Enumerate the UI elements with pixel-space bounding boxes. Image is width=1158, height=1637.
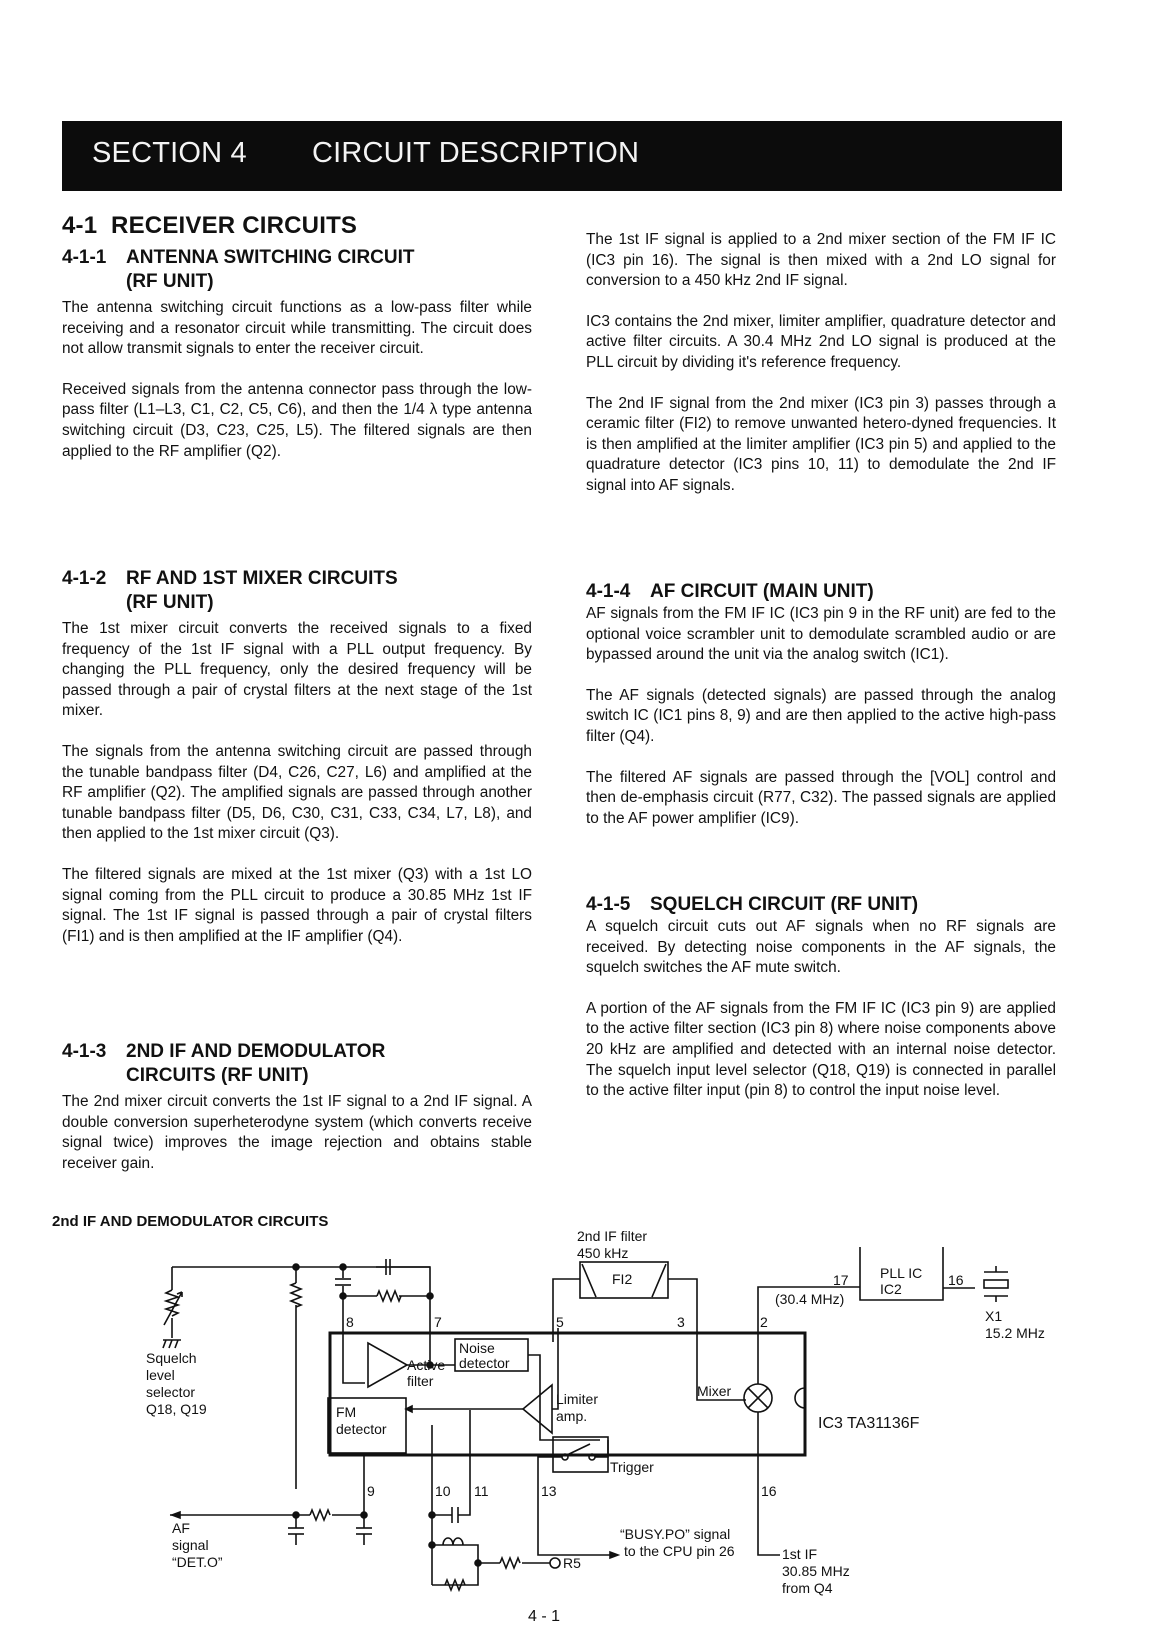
- af-signal-label-2: signal: [172, 1537, 209, 1553]
- active-filter-label: Active: [407, 1357, 446, 1373]
- paragraph: The signals from the antenna switching circuit are passed through the tunable bandpass filter (D4, C26, C27, L6) and amplified at the RF amplifier (Q2). The amplified signals are passed through another tunable bandpass filter (D5, D6, C30, C31, C33, C34, L7, L8), and then applied to the 1st mixer circuit (Q3).: [62, 742, 532, 843]
- subsection-title: RF AND 1ST MIXER CIRCUITS: [126, 568, 398, 589]
- paragraph: A portion of the AF signals from the FM IF IC (IC3 pin 9) are applied to the active filter section (IC3 pin 8) where noise components above 20 kHz are amplified and detected with an internal noise detector. The squelch input level selector (Q18, Q19) is connected in parallel to the active filter input (pin 8) to control the input noise level.: [586, 999, 1056, 1100]
- arrow-icon: [610, 1552, 618, 1558]
- pll-label: PLL IC: [880, 1265, 923, 1281]
- section-label: SECTION 4: [92, 137, 247, 169]
- capacitor-vertical-icon: [335, 1279, 351, 1285]
- subsection-title: SQUELCH CIRCUIT (RF UNIT): [650, 894, 919, 915]
- pin-5-label: 5: [556, 1314, 564, 1330]
- junction-dot: [427, 1293, 433, 1299]
- squelch-label: Squelch: [146, 1350, 197, 1366]
- r5-label: R5: [563, 1555, 581, 1571]
- wire-pin3: [668, 1279, 746, 1400]
- resistor-mid-icon: [291, 1283, 301, 1307]
- junction-dot: [429, 1512, 435, 1518]
- subsection-title-line2: (RF UNIT): [126, 271, 214, 292]
- junction-dot: [475, 1560, 481, 1566]
- mixer-label: Mixer: [697, 1383, 732, 1399]
- ground-icon: [163, 1340, 181, 1348]
- arrow-icon: [406, 1406, 412, 1412]
- junction-dot: [429, 1542, 435, 1548]
- subsection-number: 4-1-3: [62, 1041, 107, 1062]
- mixer-cross-icon: [748, 1388, 768, 1408]
- capacitor-gnd-1-icon: [288, 1528, 304, 1534]
- heading-number: 4-1: [62, 212, 98, 239]
- pin-11-label: 11: [474, 1483, 489, 1499]
- subsection-number: 4-1-2: [62, 568, 107, 589]
- terminal-r5: [550, 1558, 560, 1568]
- subsection-title: AF CIRCUIT (MAIN UNIT): [650, 581, 874, 602]
- page-number: 4 - 1: [528, 1608, 561, 1625]
- paragraph: Received signals from the antenna connector pass through the low-pass filter (L1–L3, C1, C2, C5, C6), and then the 1/4 λ type antenna switching circuit (D3, C23, C25, L5). The filtered signals are then applied to the RF amplifier (Q2).: [62, 380, 532, 460]
- limiter-label: Limiter: [556, 1391, 599, 1407]
- fm-detector-label-2: detector: [336, 1421, 387, 1437]
- first-if-label-3: from Q4: [782, 1580, 833, 1596]
- busy-signal-label-2: to the CPU pin 26: [624, 1543, 735, 1559]
- subsection-number: 4-1-4: [586, 581, 631, 602]
- pin-8-label: 8: [346, 1314, 354, 1330]
- subsection-title: ANTENNA SWITCHING CIRCUIT: [126, 247, 415, 268]
- resistor-r5-icon: [500, 1558, 520, 1568]
- squelch-label-4: Q18, Q19: [146, 1401, 207, 1417]
- active-filter-amp-icon: [368, 1343, 407, 1387]
- limiter-amp-icon: [523, 1385, 552, 1433]
- pin-10-label: 10: [435, 1483, 451, 1499]
- noise-label-2: detector: [459, 1355, 510, 1371]
- filter-freq-label: 450 kHz: [577, 1245, 629, 1261]
- filter-name-label: FI2: [612, 1271, 633, 1287]
- pin-7-label: 7: [434, 1314, 442, 1330]
- first-if-label-2: 30.85 MHz: [782, 1563, 850, 1579]
- af-signal-label: AF: [172, 1520, 190, 1536]
- paragraph: The 1st IF signal is applied to a 2nd mixer section of the FM IF IC (IC3 pin 16). The signal is then mixed with a 2nd LO signal for conversion to a 450 kHz 2nd IF signal.: [586, 231, 1056, 290]
- junction-dot: [340, 1293, 346, 1299]
- subsection-title-line2: CIRCUITS (RF UNIT): [126, 1065, 309, 1086]
- pin-16-label: 16: [761, 1483, 777, 1499]
- subsection-title: 2ND IF AND DEMODULATOR: [126, 1041, 386, 1062]
- crystal-freq-label: 15.2 MHz: [985, 1325, 1045, 1341]
- capacitor-quad-icon: [452, 1507, 458, 1523]
- subsection-number: 4-1-1: [62, 247, 107, 268]
- filter-title-label: 2nd IF filter: [577, 1228, 648, 1244]
- paragraph: AF signals from the FM IF IC (IC3 pin 9 in the RF unit) are fed to the optional voice scrambler unit to demodulate scrambled audio or are bypassed around the unit via the analog switch (IC1).: [586, 605, 1056, 664]
- crystal-name-label: X1: [985, 1308, 1003, 1324]
- wire-quad-tank: [432, 1545, 550, 1585]
- squelch-label-3: selector: [146, 1384, 196, 1400]
- noise-label: Noise: [459, 1340, 495, 1356]
- heading-title: RECEIVER CIRCUITS: [111, 212, 358, 239]
- fm-detector-label: FM: [336, 1404, 357, 1420]
- paragraph: The filtered AF signals are passed through the [VOL] control and then de-emphasis circuit (R77, C32). The passed signals are applied to the AF power amplifier (IC9).: [586, 768, 1056, 827]
- pin-13-label: 13: [541, 1483, 557, 1499]
- squelch-label-2: level: [146, 1367, 175, 1383]
- ic3-label: IC3 TA31136F: [818, 1415, 920, 1432]
- arrow-icon: [172, 1512, 180, 1518]
- paragraph: The 1st mixer circuit converts the received signals to a fixed frequency of the 1st IF signal with a PLL output frequency. By changing the PLL frequency, only the desired frequency will be passed through a pair of crystal filters at the next stage of the 1st mixer.: [62, 620, 532, 720]
- trigger-label: Trigger: [610, 1459, 654, 1475]
- subsection-number: 4-1-5: [586, 894, 631, 915]
- paragraph: The AF signals (detected signals) are passed through the analog switch IC (IC1 pins 8, 9) and are then applied to the active high-pass filter (Q4).: [586, 686, 1056, 745]
- subsection-title-line2: (RF UNIT): [126, 592, 214, 613]
- paragraph: The antenna switching circuit functions as a low-pass filter while receiving and a resonator circuit while transmitting. The circuit does not allow transmit signals to enter the receiver circuit.: [62, 299, 532, 358]
- af-signal-label-3: “DET.O”: [172, 1554, 223, 1570]
- busy-signal-label: “BUSY.PO” signal: [620, 1526, 731, 1542]
- pin-9-label: 9: [367, 1483, 375, 1499]
- inductor-quad-icon: [443, 1538, 463, 1545]
- paragraph: The filtered signals are mixed at the 1st mixer (Q3) with a 1st LO signal coming from the PLL circuit to produce a 30.85 MHz 1st IF signal. The 1st IF signal is passed through a pair of crystal filters (FI1) and is then amplified at the IF amplifier (Q4).: [62, 865, 532, 945]
- pll-pin-16-label: 16: [948, 1272, 964, 1288]
- pll-ic2-label: IC2: [880, 1281, 902, 1297]
- paragraph: The 2nd IF signal from the 2nd mixer (IC3 pin 3) passes through a ceramic filter (FI2) to remove unwanted hetero-dyned frequencies. It is then amplified at the limiter amplifier (IC3 pin 5) and applied to the quadrature detector (IC3 pins 10, 11) to demodulate the 2nd IF signal into AF signals.: [586, 394, 1056, 494]
- first-if-label: 1st IF: [782, 1546, 818, 1562]
- paragraph: The 2nd mixer circuit converts the 1st IF signal to a 2nd IF signal. A double conversion superheterodyne system (which converts receive signal twice) improves the image rejection and obtains stable receiver gain.: [62, 1093, 532, 1172]
- resistor-af-icon: [310, 1510, 330, 1520]
- pin-2-label: 2: [760, 1314, 768, 1330]
- paragraph: IC3 contains the 2nd mixer, limiter amplifier, quadrature detector and active filter circuits. A 30.4 MHz 2nd LO signal is produced at the PLL circuit by dividing it's reference frequency.: [586, 312, 1056, 371]
- paragraph: A squelch circuit cuts out AF signals when no RF signals are received. By detecting noise components in the AF signals, the squelch switches the AF mute switch.: [586, 918, 1056, 977]
- capacitor-gnd-2-icon: [356, 1528, 372, 1534]
- pin-17-label: 17: [833, 1272, 849, 1288]
- junction-dot: [293, 1264, 299, 1270]
- lo-freq-label: (30.4 MHz): [775, 1291, 845, 1307]
- limiter-label-2: amp.: [556, 1408, 588, 1424]
- resistor-feedback-icon: [377, 1291, 401, 1301]
- pin-3-label: 3: [677, 1314, 685, 1330]
- section-title: CIRCUIT DESCRIPTION: [312, 137, 640, 169]
- active-filter-label-2: filter: [407, 1373, 434, 1389]
- diagram-title: 2nd IF AND DEMODULATOR CIRCUITS: [52, 1213, 329, 1230]
- crystal-x1-icon: [984, 1266, 1008, 1302]
